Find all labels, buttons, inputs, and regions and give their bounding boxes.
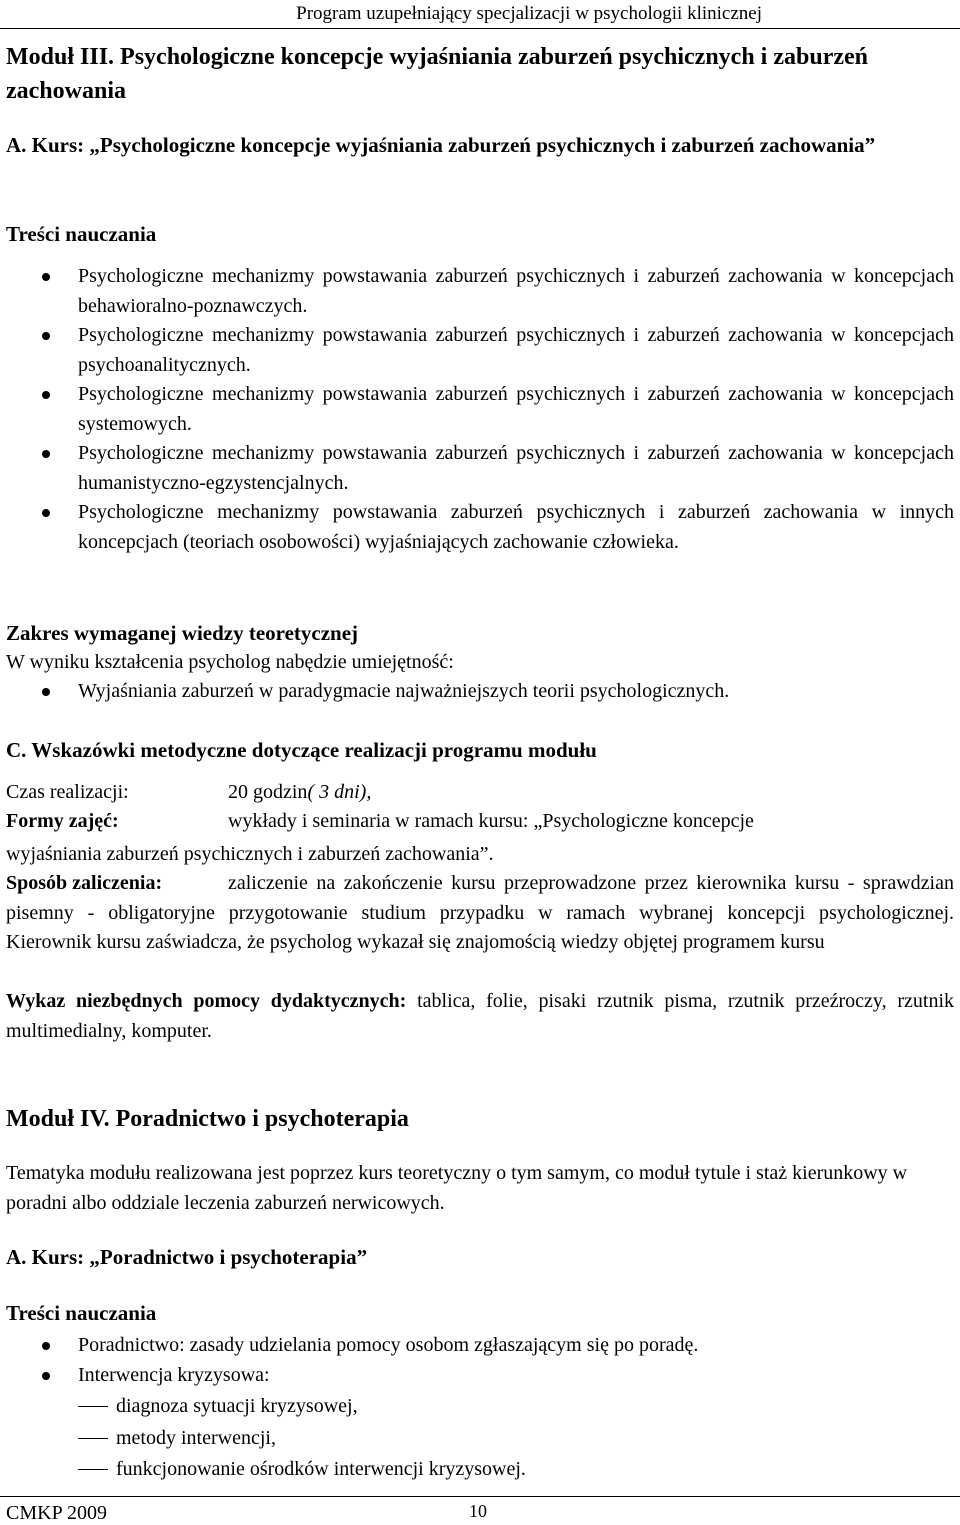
module-4-title: Moduł IV. Poradnictwo i psychoterapia bbox=[6, 1106, 409, 1132]
list-item: Wyjaśniania zaburzeń w paradygmacie najważniejszych teorii psychologicznych. bbox=[6, 677, 954, 707]
realization-time-row bbox=[6, 778, 954, 808]
dash-icon bbox=[78, 1438, 108, 1439]
module-3-content-heading: Treści nauczania bbox=[6, 222, 157, 246]
teaching-aids-paragraph bbox=[6, 987, 954, 1046]
module-3-course-title: A. Kurs: „Psychologiczne koncepcje wyjaśniania zaburzeń psychicznych i zaburzeń zachowania” bbox=[6, 133, 876, 157]
list-item: Poradnictwo: zasady udzielania pomocy osobom zgłaszającym się po poradę. bbox=[6, 1331, 954, 1361]
bullet-icon bbox=[42, 450, 50, 458]
list-item: funkcjonowanie ośrodków interwencji kryzysowej. bbox=[6, 1454, 954, 1486]
module-4-intro: Tematyka modułu realizowana jest poprzez kurs teoretyczny o tym samym, co moduł tytule i staż kierunkowy w poradni albo oddziale leczenia zaburzeń nerwicowych. bbox=[6, 1162, 908, 1214]
module-4-content-heading: Treści nauczania bbox=[6, 1301, 157, 1325]
list-item: metody interwencji, bbox=[6, 1423, 954, 1455]
running-header: Program uzupełniający specjalizacji w psychologii klinicznej bbox=[296, 3, 762, 24]
bullet-icon bbox=[42, 273, 50, 281]
bullet-icon bbox=[42, 1372, 50, 1380]
class-forms-label: Formy zajęć: bbox=[6, 810, 119, 832]
bullet-icon bbox=[42, 509, 50, 517]
bullet-icon bbox=[42, 688, 50, 696]
module-4-course-title: A. Kurs: „Poradnictwo i psychoterapia” bbox=[6, 1245, 368, 1269]
dash-icon bbox=[78, 1406, 108, 1407]
realization-time-days: ( 3 dni), bbox=[307, 781, 372, 803]
list-item: diagnoza sytuacji kryzysowej, bbox=[6, 1391, 954, 1423]
knowledge-intro: W wyniku kształcenia psycholog nabędzie umiejętność: bbox=[6, 651, 454, 673]
knowledge-list bbox=[6, 677, 954, 707]
list-item: Psychologiczne mechanizmy powstawania zaburzeń psychicznych i zaburzeń zachowania w koncepcjach systemowych. bbox=[6, 380, 954, 439]
class-forms-value: wykłady i seminaria w ramach kursu: „Psychologiczne koncepcje bbox=[228, 810, 754, 832]
module-3-content-list bbox=[6, 262, 954, 557]
class-forms-row bbox=[6, 807, 954, 837]
assessment-value: zaliczenie na zakończenie kursu przeprowadzone przez kierownika kursu - sprawdzian pisemny - obligatoryjne przygotowanie studium przypadku w ramach wybranej koncepcji psychologicznej. Kierownik kursu zaświadcza, że psycholog wykazał się znajomością wiedzy objętej programem kursu bbox=[6, 872, 954, 953]
bullet-icon bbox=[42, 391, 50, 399]
realization-time-label: Czas realizacji: bbox=[6, 781, 129, 803]
footer-publisher: CMKP 2009 bbox=[6, 1502, 107, 1524]
list-item: Psychologiczne mechanizmy powstawania zaburzeń psychicznych i zaburzeń zachowania w koncepcjach humanistyczno-egzystencjalnych. bbox=[6, 439, 954, 498]
bullet-icon bbox=[42, 332, 50, 340]
list-item: Psychologiczne mechanizmy powstawania zaburzeń psychicznych i zaburzeń zachowania w koncepcjach psychoanalitycznych. bbox=[6, 321, 954, 380]
header-rule bbox=[0, 28, 960, 29]
module-4-content-list bbox=[6, 1331, 954, 1390]
list-item: Interwencja kryzysowa: bbox=[6, 1361, 954, 1391]
dash-icon bbox=[78, 1469, 108, 1470]
list-item: Psychologiczne mechanizmy powstawania zaburzeń psychicznych i zaburzeń zachowania w koncepcjach behawioralno-poznawczych. bbox=[6, 262, 954, 321]
knowledge-heading: Zakres wymaganej wiedzy teoretycznej bbox=[6, 621, 359, 645]
footer-rule bbox=[0, 1496, 960, 1497]
page-number: 10 bbox=[469, 1501, 487, 1521]
teaching-aids-value: tablica, folie, pisaki rzutnik pisma, rzutnik przeźroczy, rzutnik multimedialny, komputer. bbox=[6, 990, 955, 1042]
list-item: Psychologiczne mechanizmy powstawania zaburzeń psychicznych i zaburzeń zachowania w innych koncepcjach (teoriach osobowości) wyjaśniających zachowanie człowieka. bbox=[6, 498, 954, 557]
class-forms-continuation: wyjaśniania zaburzeń psychicznych i zaburzeń zachowania”. bbox=[6, 843, 494, 865]
assessment-label: Sposób zaliczenia: bbox=[6, 872, 163, 894]
realization-time-value: 20 godzin bbox=[228, 781, 308, 803]
module-3-title: Moduł III. Psychologiczne koncepcje wyjaśniania zaburzeń psychicznych i zaburzeń zachowania bbox=[6, 44, 868, 104]
teaching-aids-label: Wykaz niezbędnych pomocy dydaktycznych: bbox=[6, 990, 407, 1012]
bullet-icon bbox=[42, 1342, 50, 1350]
guidelines-heading: C. Wskazówki metodyczne dotyczące realizacji programu modułu bbox=[6, 738, 597, 762]
assessment-paragraph bbox=[6, 869, 954, 958]
crisis-intervention-sublist bbox=[6, 1391, 954, 1486]
